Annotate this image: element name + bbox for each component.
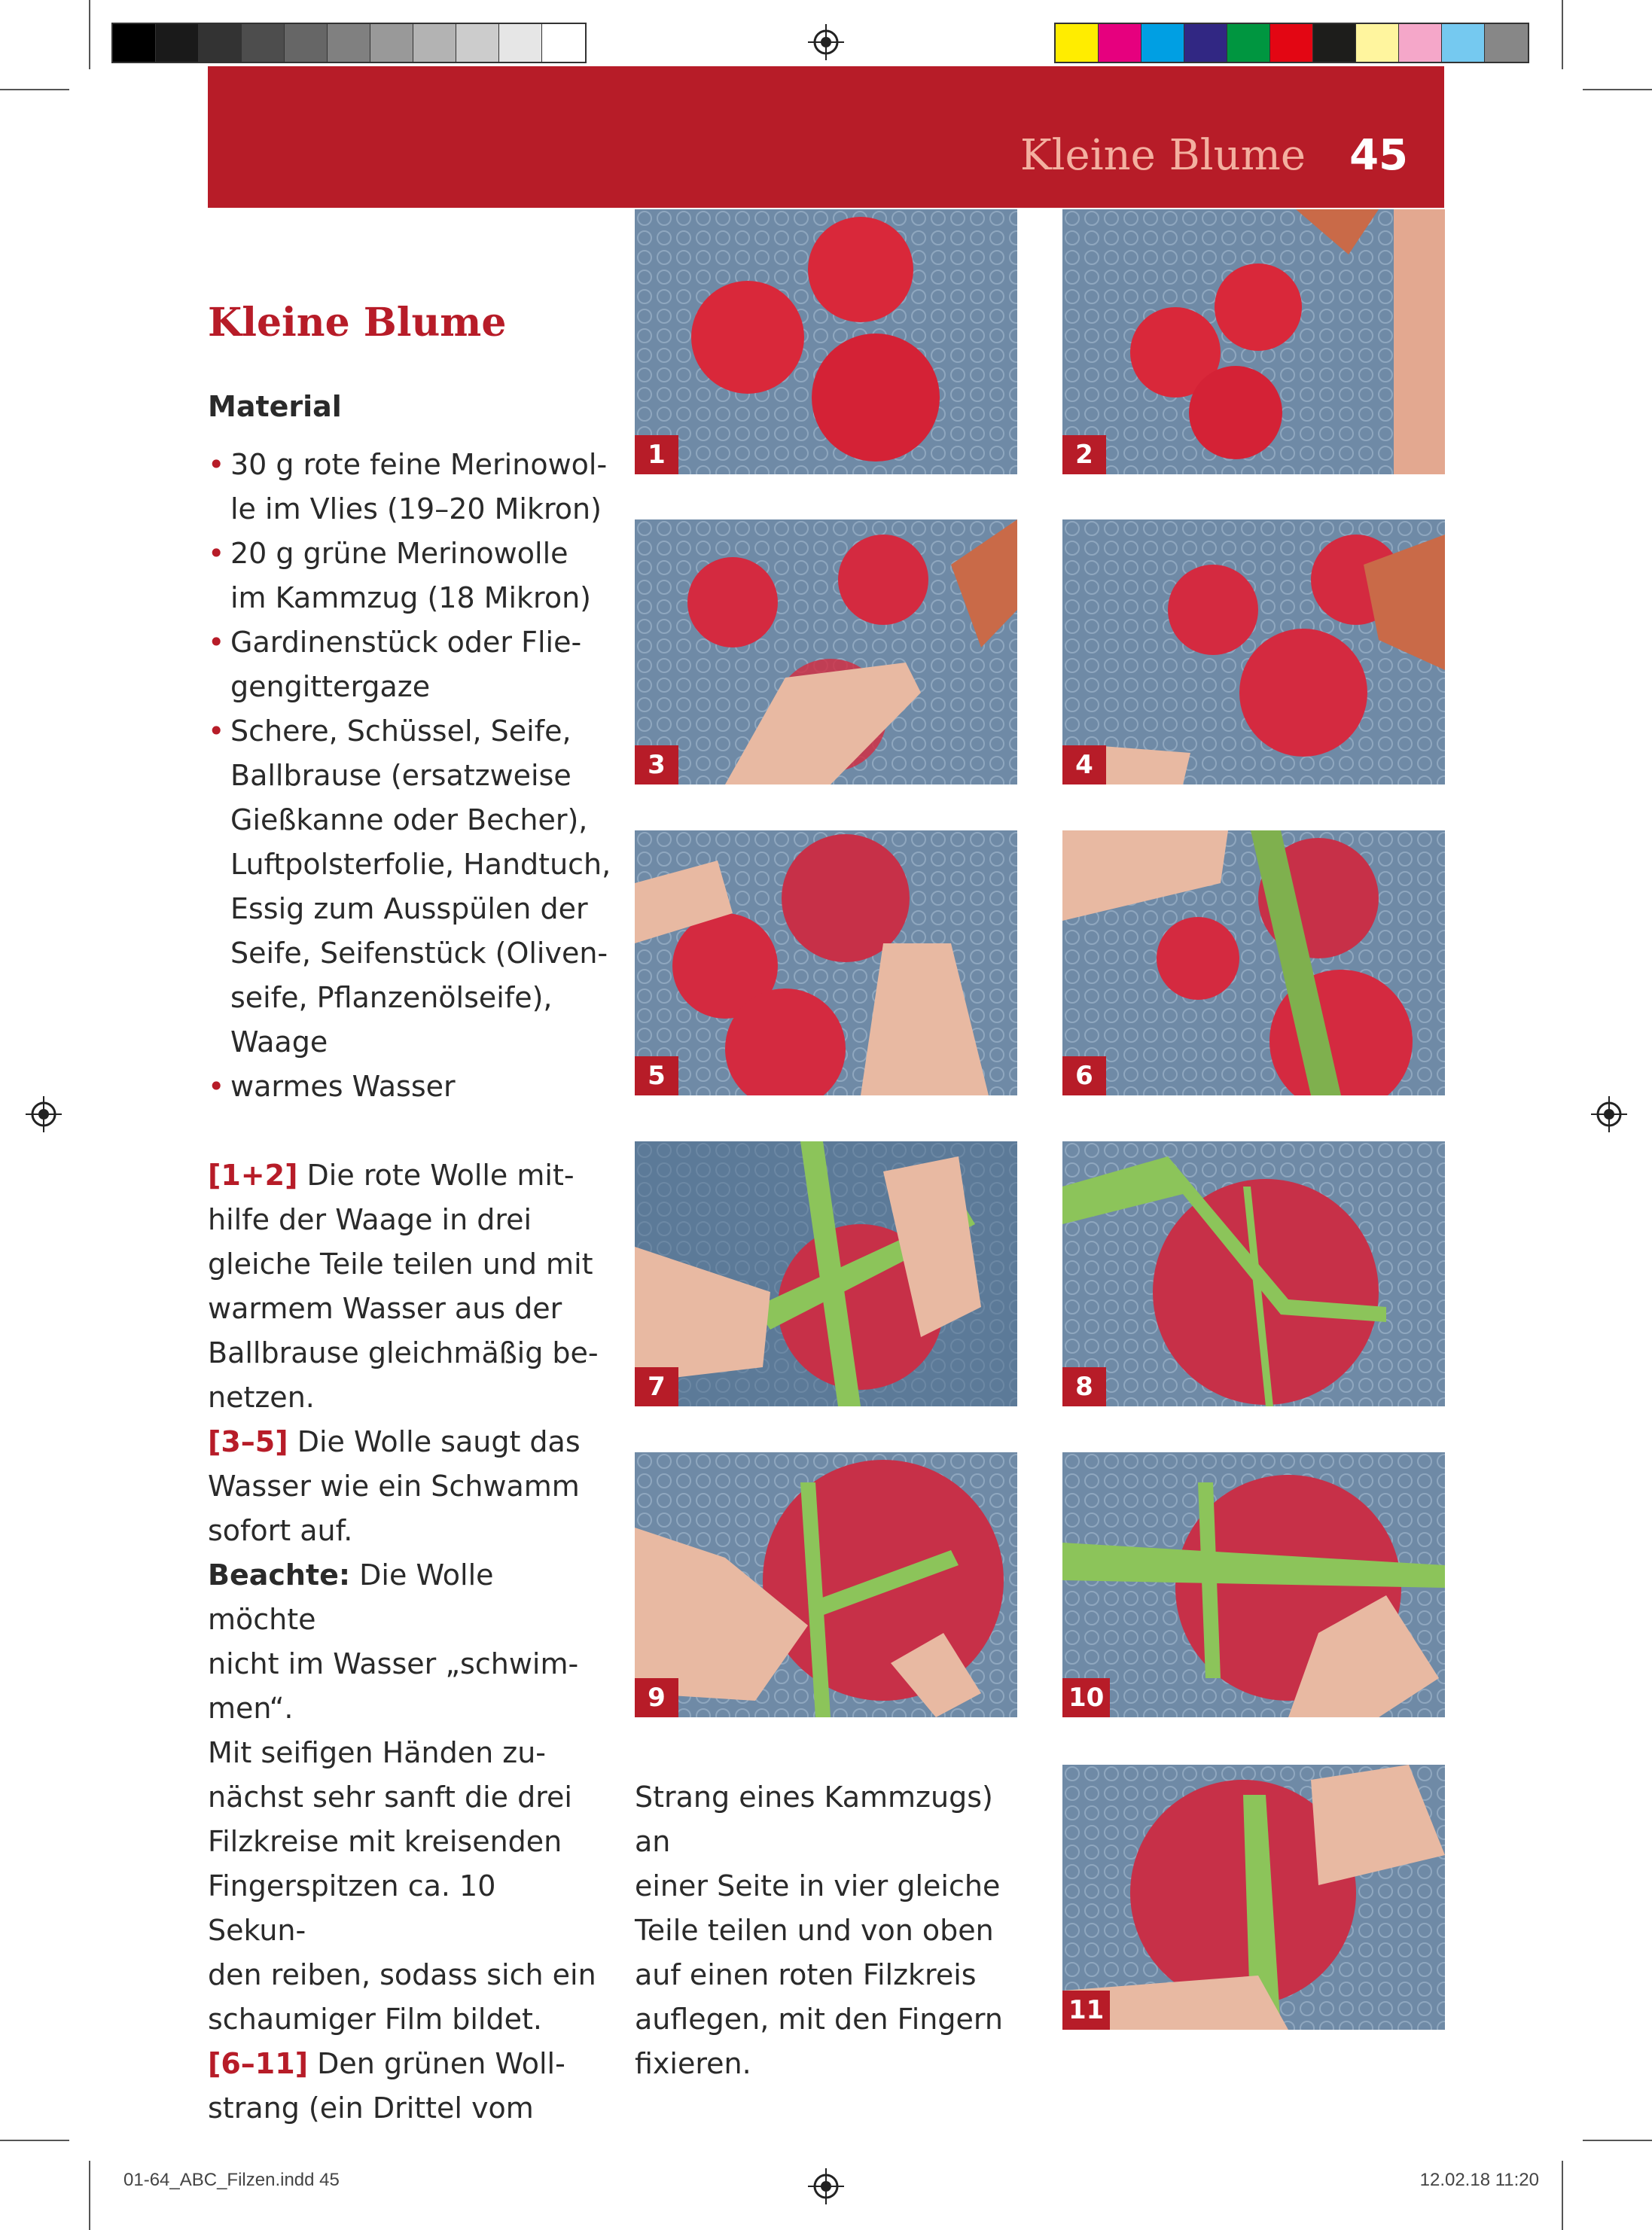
photo-number: 8 <box>1062 1367 1106 1406</box>
color-swatch <box>113 24 156 62</box>
text-line: Filzkreise mit kreisenden <box>208 1825 562 1858</box>
text-line: Die Wolle saugt das <box>288 1425 581 1458</box>
step-photo <box>635 1452 1017 1717</box>
color-swatch <box>1356 24 1399 62</box>
material-item-line: Gießkanne oder Becher), <box>230 803 588 836</box>
step-photo <box>1062 1452 1445 1717</box>
color-swatch <box>1313 24 1356 62</box>
page-title: Kleine Blume <box>208 300 507 346</box>
material-item <box>208 532 614 620</box>
material-item <box>208 620 614 709</box>
felting-photo-illustration <box>635 1141 1017 1406</box>
material-item <box>208 709 614 1065</box>
crop-mark <box>0 2140 69 2141</box>
material-item-line: gengittergaze <box>230 670 431 703</box>
text-line: den reiben, sodass sich ein <box>208 1958 596 1991</box>
text-line: strang (ein Drittel vom <box>208 2091 534 2125</box>
photo-number: 1 <box>635 435 678 474</box>
paragraph <box>208 1153 599 1420</box>
color-swatch <box>499 24 542 62</box>
photo-number: 3 <box>635 745 678 784</box>
text-line: hilfe der Waage in drei <box>208 1203 532 1236</box>
crop-mark <box>1583 2140 1652 2141</box>
felting-photo-illustration <box>1062 1765 1445 2030</box>
registration-mark-icon <box>808 24 844 60</box>
text-line: warmem Wasser aus der <box>208 1292 562 1325</box>
step-photo <box>1062 209 1445 474</box>
text-line: Die rote Wolle mit- <box>297 1159 575 1192</box>
text-line: einer Seite in vier gleiche <box>635 1869 1001 1903</box>
greyscale-bar <box>111 23 587 63</box>
color-swatch <box>242 24 285 62</box>
paragraph <box>208 2042 599 2131</box>
instructions-continued <box>635 1775 1026 2086</box>
photo-number: 9 <box>635 1678 678 1717</box>
color-swatch <box>1056 24 1099 62</box>
felting-photo-illustration <box>1062 1141 1445 1406</box>
registration-mark-icon <box>1591 1096 1627 1132</box>
footer-file: 01-64_ABC_Filzen.indd 45 <box>123 2170 340 2190</box>
photo-number: 11 <box>1062 1991 1110 2030</box>
material-item-line: im Kammzug (18 Mikron) <box>230 581 592 614</box>
material-item-line: Essig zum Ausspülen der <box>230 892 588 925</box>
material-item-line: seife, Pflanzenölseife), <box>230 981 553 1014</box>
step-text <box>208 1159 599 1414</box>
step-photo <box>1062 1141 1445 1406</box>
photo-number: 10 <box>1062 1678 1110 1717</box>
crop-mark <box>0 89 69 90</box>
color-swatch <box>1141 24 1184 62</box>
felting-photo-illustration <box>635 830 1017 1095</box>
footer-date: 12.02.18 11:20 <box>1419 2170 1539 2190</box>
step-reference: [6–11] <box>208 2047 309 2080</box>
felting-photo-illustration <box>1062 1452 1445 1717</box>
step-photo <box>635 830 1017 1095</box>
crop-mark <box>89 0 90 69</box>
step-photo <box>1062 830 1445 1095</box>
color-swatch <box>1099 24 1141 62</box>
material-item-line: warmes Wasser <box>230 1070 456 1103</box>
step-photo <box>635 1141 1017 1406</box>
material-item-line: Luftpolsterfolie, Handtuch, <box>230 848 611 881</box>
material-item-line: Ballbrause (ersatzweise <box>230 759 571 792</box>
color-swatch <box>1184 24 1227 62</box>
registration-mark-icon <box>26 1096 62 1132</box>
material-heading: Material <box>208 390 342 423</box>
text-line: Mit seifigen Händen zu- <box>208 1736 547 1769</box>
color-swatch <box>1485 24 1528 62</box>
running-title: Kleine Blume <box>1020 131 1306 180</box>
color-swatch <box>456 24 499 62</box>
text-line: Fingerspitzen ca. 10 Sekun- <box>208 1869 496 1947</box>
text-line: men“. <box>208 1692 294 1725</box>
text-line: fixieren. <box>635 2047 751 2080</box>
instructions-text <box>208 1153 599 2131</box>
material-item <box>208 1065 614 1109</box>
felting-photo-illustration <box>1062 209 1445 474</box>
text-line: auflegen, mit den Fingern <box>635 2003 1003 2036</box>
paragraph <box>208 1553 599 1731</box>
note-label: Beachte: <box>208 1558 351 1592</box>
material-item-line: Seife, Seifenstück (Oliven- <box>230 937 608 970</box>
text-line: Teile teilen und von oben <box>635 1914 994 1947</box>
color-swatch <box>413 24 456 62</box>
color-swatch <box>1399 24 1442 62</box>
paragraph <box>635 1775 1026 2086</box>
material-item-line: 20 g grüne Merinowolle <box>230 537 568 570</box>
material-item-line: Gardinenstück oder Flie- <box>230 626 582 659</box>
chapter-header <box>208 66 1444 208</box>
felting-photo-illustration <box>1062 830 1445 1095</box>
text-line: Den grünen Woll- <box>308 2047 565 2080</box>
color-swatch <box>542 24 585 62</box>
text-line: gleiche Teile teilen und mit <box>208 1248 593 1281</box>
material-item-line: le im Vlies (19–20 Mikron) <box>230 492 602 526</box>
text-line: schaumiger Film bildet. <box>208 2003 542 2036</box>
step-photo <box>635 209 1017 474</box>
color-swatch <box>1270 24 1313 62</box>
felting-photo-illustration <box>635 1452 1017 1717</box>
text-line: Die Wolle möchte <box>208 1558 494 1636</box>
step-photo <box>635 519 1017 784</box>
color-swatch <box>199 24 242 62</box>
page-number: 45 <box>1349 131 1408 180</box>
color-swatch <box>285 24 328 62</box>
photo-number: 2 <box>1062 435 1106 474</box>
color-swatch <box>156 24 199 62</box>
photo-number: 4 <box>1062 745 1106 784</box>
color-swatch <box>1227 24 1270 62</box>
text-line: auf einen roten Filzkreis <box>635 1958 977 1991</box>
step-photo <box>1062 1765 1445 2030</box>
material-list <box>208 443 614 1109</box>
process-color-bar <box>1054 23 1529 63</box>
text-line: nicht im Wasser „schwim- <box>208 1647 579 1680</box>
registration-mark-icon <box>808 2168 844 2204</box>
crop-mark <box>89 2161 90 2230</box>
step-reference: [3–5] <box>208 1425 288 1458</box>
material-item <box>208 443 614 532</box>
text-line: nächst sehr sanft die drei <box>208 1781 572 1814</box>
photo-number: 6 <box>1062 1056 1106 1095</box>
paragraph <box>208 1420 599 1553</box>
material-item-line: 30 g rote feine Merinowol- <box>230 448 608 481</box>
step-text <box>208 1736 596 2036</box>
photo-number: 7 <box>635 1367 678 1406</box>
felting-photo-illustration <box>1062 519 1445 784</box>
text-line: Ballbrause gleichmäßig be- <box>208 1336 599 1369</box>
text-line: sofort auf. <box>208 1514 353 1547</box>
color-swatch <box>1442 24 1485 62</box>
step-photo <box>1062 519 1445 784</box>
photo-number: 5 <box>635 1056 678 1095</box>
material-item-line: Schere, Schüssel, Seife, <box>230 714 571 748</box>
crop-mark <box>1562 0 1563 69</box>
step-reference: [1+2] <box>208 1159 298 1192</box>
text-line: Strang eines Kammzugs) an <box>635 1781 993 1858</box>
crop-mark <box>1583 89 1652 90</box>
color-swatch <box>370 24 413 62</box>
color-swatch <box>328 24 370 62</box>
paragraph <box>208 1731 599 2042</box>
text-line: netzen. <box>208 1381 315 1414</box>
felting-photo-illustration <box>635 519 1017 784</box>
step-text <box>635 1781 1003 2080</box>
felting-photo-illustration <box>635 209 1017 474</box>
text-line: Wasser wie ein Schwamm <box>208 1470 580 1503</box>
crop-mark <box>1562 2161 1563 2230</box>
material-item-line: Waage <box>230 1025 328 1059</box>
